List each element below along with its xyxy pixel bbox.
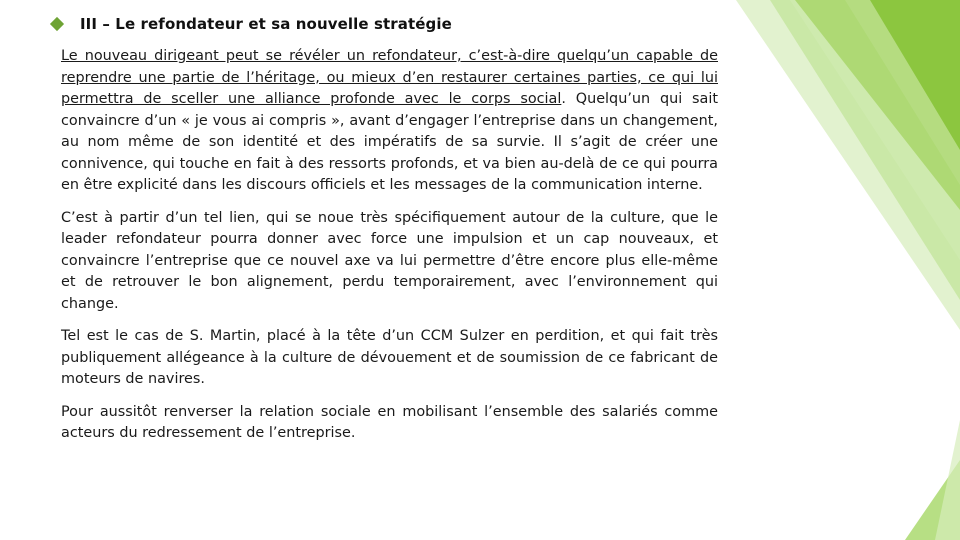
slide-heading bbox=[52, 11, 452, 37]
paragraph-4: Pour aussitôt renverser la relation sociale en mobilisant l’ensemble des salariés comme acteurs du redressement de l’entreprise. bbox=[61, 403, 718, 441]
decor-bottom-triangle bbox=[905, 460, 960, 540]
paragraph-1 bbox=[61, 46, 718, 197]
decor-band-light bbox=[736, 0, 960, 330]
paragraph-3: Tel est le cas de S. Martin, placé à la tête d’un CCM Sulzer en perdition, et qui fait très publiquement allégeance à la culture de dévouement et de soumission de ce fabricant de moteurs de navires. bbox=[61, 328, 718, 387]
decor-band-strong bbox=[795, 0, 960, 210]
decor-band-accent bbox=[870, 0, 960, 150]
slide-body bbox=[61, 46, 718, 445]
paragraph-1-underlined: Le nouveau dirigeant peut se révéler un refondateur, c’est-à-dire quelqu’un capable de reprendre une partie de l’héritage, ou mieux d’en restaurer certaines parties, ce qui lui permettra de sceller une alliance profonde avec le corps social bbox=[61, 48, 718, 107]
decor-bottom-triangle-light bbox=[935, 420, 960, 540]
paragraph-2: C’est à partir d’un tel lien, qui se noue très spécifiquement autour de la culture, que le leader refondateur pourra donner avec force une impulsion et un cap nouveaux, et convaincre l’entreprise que ce nouvel axe va lui permettre d’être encore plus elle-même et de retrouver le bon alignement, perdu temporairement, avec l’environnement qui change. bbox=[61, 209, 718, 312]
decor-band-mid bbox=[770, 0, 960, 300]
green-diamond-bullet-icon bbox=[50, 17, 64, 31]
slide-title: III – Le refondateur et sa nouvelle stratégie bbox=[80, 15, 452, 33]
paragraph-1-rest: . Quelqu’un qui sait convaincre d’un « je vous ai compris », avant d’engager l’entreprise dans un changement, au nom même de son identité et des impératifs de sa survie. Il s’agit de créer une connivence, qui touche en fait à des ressorts profonds, et va bien au-delà de ce qui pourra en être explicité dans les discours officiels et les messages de la communication interne. bbox=[61, 91, 718, 193]
